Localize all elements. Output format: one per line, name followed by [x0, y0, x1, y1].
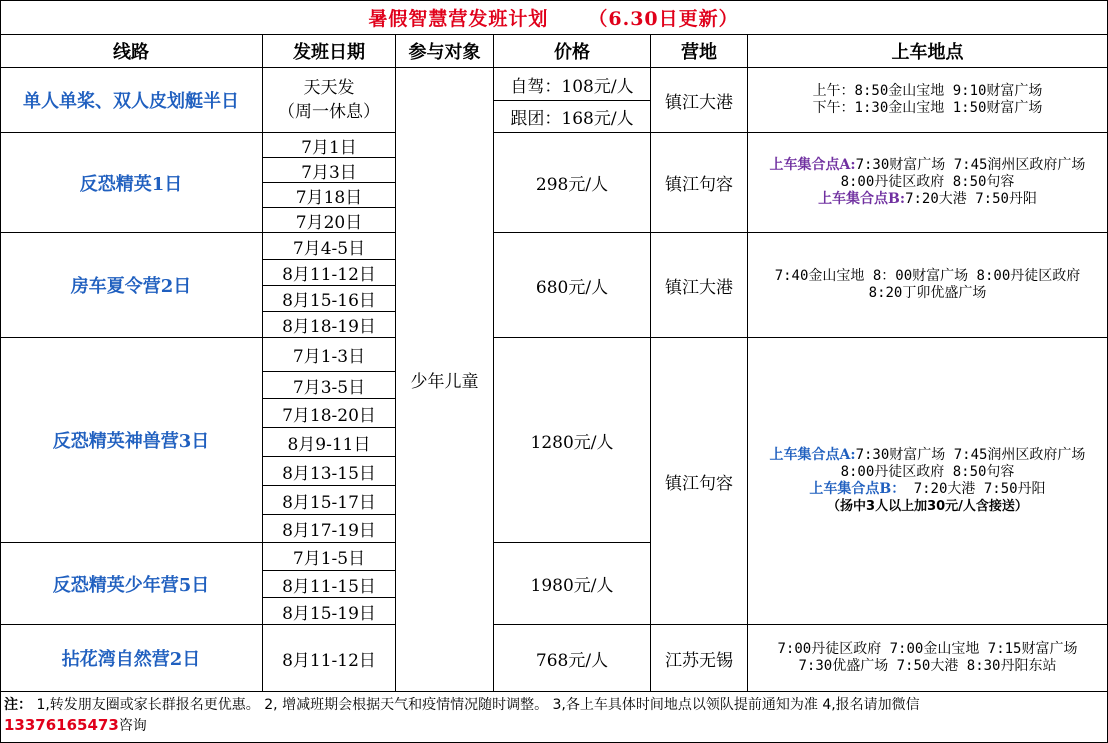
date-cs3-0: 7月1-3日	[263, 338, 396, 372]
date-cs5-1: 8月11-15日	[263, 571, 396, 598]
camp-rv: 镇江大港	[651, 233, 748, 338]
date-cs3-1: 7月3-5日	[263, 372, 396, 399]
route-nianhuawan: 拈花湾自然营2日	[0, 625, 263, 692]
price-nianhuawan: 768元/人	[494, 625, 651, 692]
pickup-cs-3-5day	[748, 338, 1108, 625]
date-cs1-2: 7月18日	[263, 183, 396, 208]
date-cs3-5: 8月15-17日	[263, 486, 396, 515]
pickup-nianhuawan-line1: 7:00丹徒区政府 7:00金山宝地 7:15财富广场	[777, 641, 1078, 657]
pickup-cs35-extra: （扬中3人以上加30元/人含接送）	[827, 499, 1028, 514]
footnote	[4, 695, 1104, 736]
header-dates: 发班日期	[263, 35, 396, 68]
date-cs5-0: 7月1-5日	[263, 543, 396, 571]
route-cs-3day: 反恐精英神兽营3日	[0, 338, 263, 543]
pickup-cs-1day	[748, 133, 1108, 233]
route-rv-camp: 房车夏令营2日	[0, 233, 263, 338]
camp-cs-1day: 镇江句容	[651, 133, 748, 233]
pickup-kayak	[748, 68, 1108, 133]
contact-phone: 13376165473	[4, 716, 119, 734]
date-cs1-3: 7月20日	[263, 208, 396, 233]
date-rv-1: 8月11-12日	[263, 260, 396, 286]
pickup-cs35-a	[770, 447, 1086, 464]
pickup-cs35-b	[809, 481, 1045, 498]
price-self-drive: 自驾：108元/人	[494, 68, 651, 101]
camp-nianhuawan: 江苏无锡	[651, 625, 748, 692]
route-cs-1day: 反恐精英1日	[0, 133, 263, 233]
route-kayak: 单人单桨、双人皮划艇半日	[0, 68, 263, 133]
update-note: （6.30日更新）	[588, 7, 739, 30]
pickup-cs1-a-line2: 8:00丹徒区政府 8:50句容	[840, 174, 1015, 190]
date-cs3-6: 8月17-19日	[263, 515, 396, 543]
note-label: 注：	[4, 697, 32, 713]
pickup-cs35-b-text: 7:20大港 7:50丹阳	[905, 481, 1046, 497]
pickup-rv-line2: 8:20丁卯优盛广场	[868, 285, 987, 301]
price-rv-camp: 680元/人	[494, 233, 651, 338]
pickup-cs1-b	[818, 191, 1037, 208]
date-rv-3: 8月18-19日	[263, 312, 396, 338]
header-camp: 营地	[651, 35, 748, 68]
pickup-nianhuawan	[748, 625, 1108, 692]
pickup-kayak-line1: 上午：8:50金山宝地 9:10财富广场	[812, 83, 1043, 99]
pickup-kayak-line2: 下午：1:30金山宝地 1:50财富广场	[812, 100, 1043, 116]
date-cs3-3: 8月9-11日	[263, 428, 396, 457]
note-text: 1,转发朋友圈或家长群报名更优惠。 2, 增减班期会根据天气和疫情情况随时调整。 3,各上车具体时间地点以领队提前通知为准 4,报名请加微信	[32, 697, 920, 713]
date-rv-0: 7月4-5日	[263, 233, 396, 260]
pickup-cs1-a	[770, 157, 1086, 174]
pickup-cs35-b-label: 上车集合点B：	[809, 481, 906, 497]
date-cs5-2: 8月15-19日	[263, 598, 396, 625]
title-text: 暑假智慧营发班计划	[368, 7, 549, 30]
pickup-rv-line1: 7:40金山宝地 8：00财富广场 8:00丹徒区政府	[774, 268, 1081, 284]
camp-cs-3-5day: 镇江句容	[651, 338, 748, 625]
date-cs3-4: 8月13-15日	[263, 457, 396, 486]
date-nianhuawan: 8月11-12日	[263, 625, 396, 692]
pickup-cs35-a-text: 7:30财富广场 7:45润州区政府广场	[855, 447, 1086, 463]
price-cs-1day: 298元/人	[494, 133, 651, 233]
header-audience: 参与对象	[396, 35, 494, 68]
pickup-cs35-a-line2: 8:00丹徒区政府 8:50句容	[840, 464, 1015, 480]
price-cs-3day: 1280元/人	[494, 338, 651, 543]
date-cs3-2: 7月18-20日	[263, 399, 396, 428]
pickup-b-text: 7:20大港 7:50丹阳	[905, 191, 1037, 207]
pickup-rv	[748, 233, 1108, 338]
audience-cell: 少年儿童	[396, 68, 494, 692]
price-cs-5day: 1980元/人	[494, 543, 651, 625]
header-pickup: 上车地点	[748, 35, 1108, 68]
header-route: 线路	[0, 35, 263, 68]
dates-kayak	[263, 68, 396, 133]
page-title	[0, 0, 1108, 35]
pickup-cs35-a-label: 上车集合点A:	[769, 447, 856, 463]
dates-kayak-line1: 天天发	[303, 78, 355, 98]
date-rv-2: 8月15-16日	[263, 286, 396, 312]
pickup-a-label: 上车集合点A:	[769, 157, 856, 173]
note-suffix: 咨询	[118, 718, 147, 734]
price-group: 跟团：168元/人	[494, 101, 651, 133]
header-price: 价格	[494, 35, 651, 68]
date-cs1-0: 7月1日	[263, 133, 396, 158]
camp-kayak: 镇江大港	[651, 68, 748, 133]
route-cs-5day: 反恐精英少年营5日	[0, 543, 263, 625]
pickup-b-label: 上车集合点B:	[818, 191, 906, 207]
pickup-a-text: 7:30财富广场 7:45润州区政府广场	[855, 157, 1086, 173]
date-cs1-1: 7月3日	[263, 158, 396, 183]
pickup-nianhuawan-line2: 7:30优盛广场 7:50大港 8:30丹阳东站	[798, 658, 1057, 674]
dates-kayak-line2: （周一休息）	[278, 102, 380, 122]
